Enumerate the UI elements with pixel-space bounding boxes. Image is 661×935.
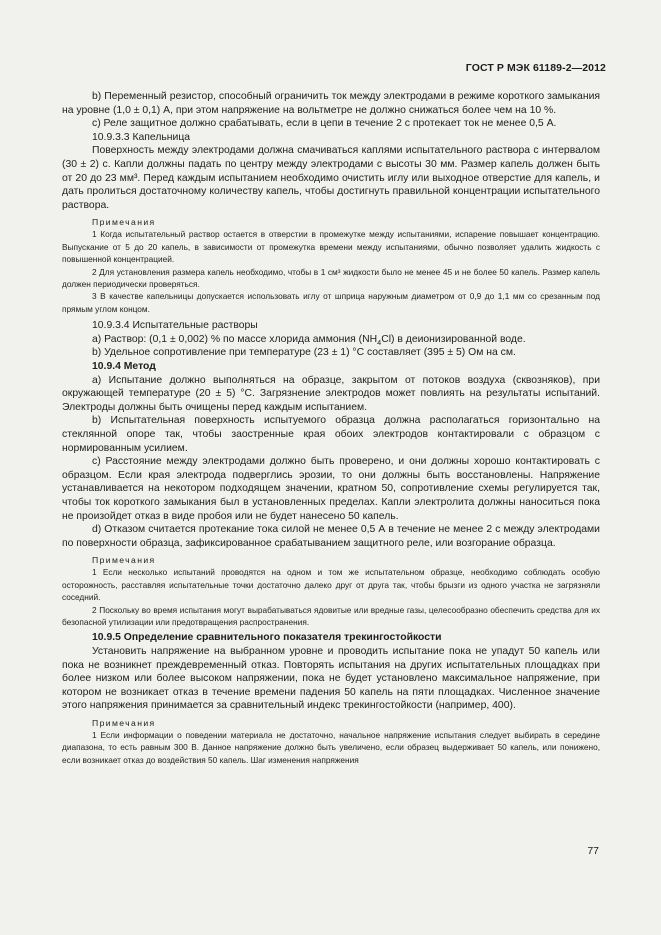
paragraph: b) Испытательная поверхность испытуемого образца должна располагаться горизонтально на стеклянной опоре так, чтобы заостренные края обоих электродов контактировали с образцом с нормированным усилием. [62,415,600,454]
paragraph: Поверхность между электродами должна смачиваться каплями испытательного раствора с интервалом (30 ± 2) с. Капли должны падать по центру между электродами с высоты 30 мм. Размер капель должен быть от 20 до 23 мм³. Перед каждым испытанием необходимо очистить иглу или выходное отверстие для капель, и дать пролиться достаточному количеству капель, чтобы достигнуть правильной концентрации испытательного раствора. [62,145,600,211]
notes-label: Примечания [92,717,156,728]
subsection-heading: 10.9.3.3 Капельница [92,131,191,143]
paragraph: b) Переменный резистор, способный ограничить ток между электродами в режиме короткого замыкания на уровне (1,0 ± 0,1) A, при этом напряжение на вольтметре не должно снижаться более чем на 10 %. [62,91,600,116]
paragraph: a) Испытание должно выполняться на образце, закрытом от потоков воздуха (сквозняков), при окружающей температуре (20 ± 5) °С. Загрязнение электродов может повлиять на результаты испытаний. Электроды должны быть очищены перед каждым испытанием. [62,374,600,413]
note-item: 3 В качестве капельницы допускается использовать иглу от шприца наружным диаметром от 0,9 до 1,1 мм со срезанным под прямым углом концом. [62,291,600,314]
page-header: ГОСТ Р МЭК 61189-2—2012 [465,62,606,74]
paragraph: b) Удельное сопротивление при температуре (23 ± 1) °С составляет (395 ± 5) Ом на см. [92,347,516,359]
note-item: 2 Поскольку во время испытания могут вырабатываться ядовитые или вредные газы, целесообразно обеспечить средства для их безопасной утилизации или предотвращения распространения. [62,604,600,627]
page-body [62,90,600,766]
page-number: 77 [587,845,599,857]
note-item: 1 Если информации о поведении материала не достаточно, начальное напряжение испытания следует выбирать в середине диапазона, то есть равным 300 В. Данное напряжение должно быть увеличено, если образец выдерживает 50 капель, или понижено, если возникает отказ до воздействия 50 капель. Шаг изменения напряжения [62,729,600,765]
paragraph: a) Раствор: (0,1 ± 0,002) % по массе хлорида аммония $(NH_4Cl)$ в деионизированной воде. [92,333,526,347]
paragraph: Установить напряжение на выбранном уровне и проводить испытание пока не упадут 50 капель или пока не возникнет преждевременный отказ. Повторять испытания на других испытательных площадках при более низком или более высоком напряжении, пока не будет установлено максимальное напряжение, при котором не возникает отказ в течение времени падения 50 капель на пяти площадках. Численное значение этого напряжения принимается за сравнительный индекс трекингостойкости (например, 400). [62,645,600,712]
subsection-heading: 10.9.3.4 Испытательные растворы [92,320,258,332]
paragraph: c) Расстояние между электродами должно быть проверено, и они должны хорошо контактировать с образцом. Если края электрода подверглись эрозии, то они должны быть восстановлены. Напряжение устанавливается на некотором подходящем значении, кратном 50, сопротивление схемы регулируется так, чтобы ток короткого замыкания был в установленных пределах. Капли электролита должны наноситься пока не произойдет отказ в виде пробоя или не будет нанесено 50 капель. [62,456,600,522]
paragraph: c) Реле защитное должно срабатывать, если в цепи в течение 2 с протекает ток не менее 0,5 А. [92,118,557,130]
note-item: 1 Если несколько испытаний проводятся на одном и том же испытательном образце, необходимо соблюдать особую осторожность, расставляя испытательные точки достаточно далеко друг от друга так, чтобы брызги из одного участка не загрязняли соседний. [62,567,600,603]
paragraph: d) Отказом считается протекание тока силой не менее 0,5 А в течение не менее 2 с между электродами по поверхности образца, зафиксированное срабатыванием защитного реле, или возгорание образца. [62,524,600,549]
section-heading: 10.9.4 Метод [92,360,156,372]
note-item: 2 Для установления размера капель необходимо, чтобы в 1 см³ жидкости было не менее 45 и не более 50 капель. Размер капель должен периодически проверяться. [62,266,600,289]
section-heading: 10.9.5 Определение сравнительного показателя трекингостойкости [92,632,442,644]
notes-label: Примечания [92,217,156,228]
note-item: 1 Когда испытательный раствор остается в отверстии в промежутке между испытаниями, испарение повышает концентрацию. Выпускание от 5 до 20 капель, в зависимости от промежутка времени между испытаниями, обычно позволяет удалить жидкость с повышенной концентрацией. [62,229,600,265]
notes-label: Примечания [92,555,156,566]
